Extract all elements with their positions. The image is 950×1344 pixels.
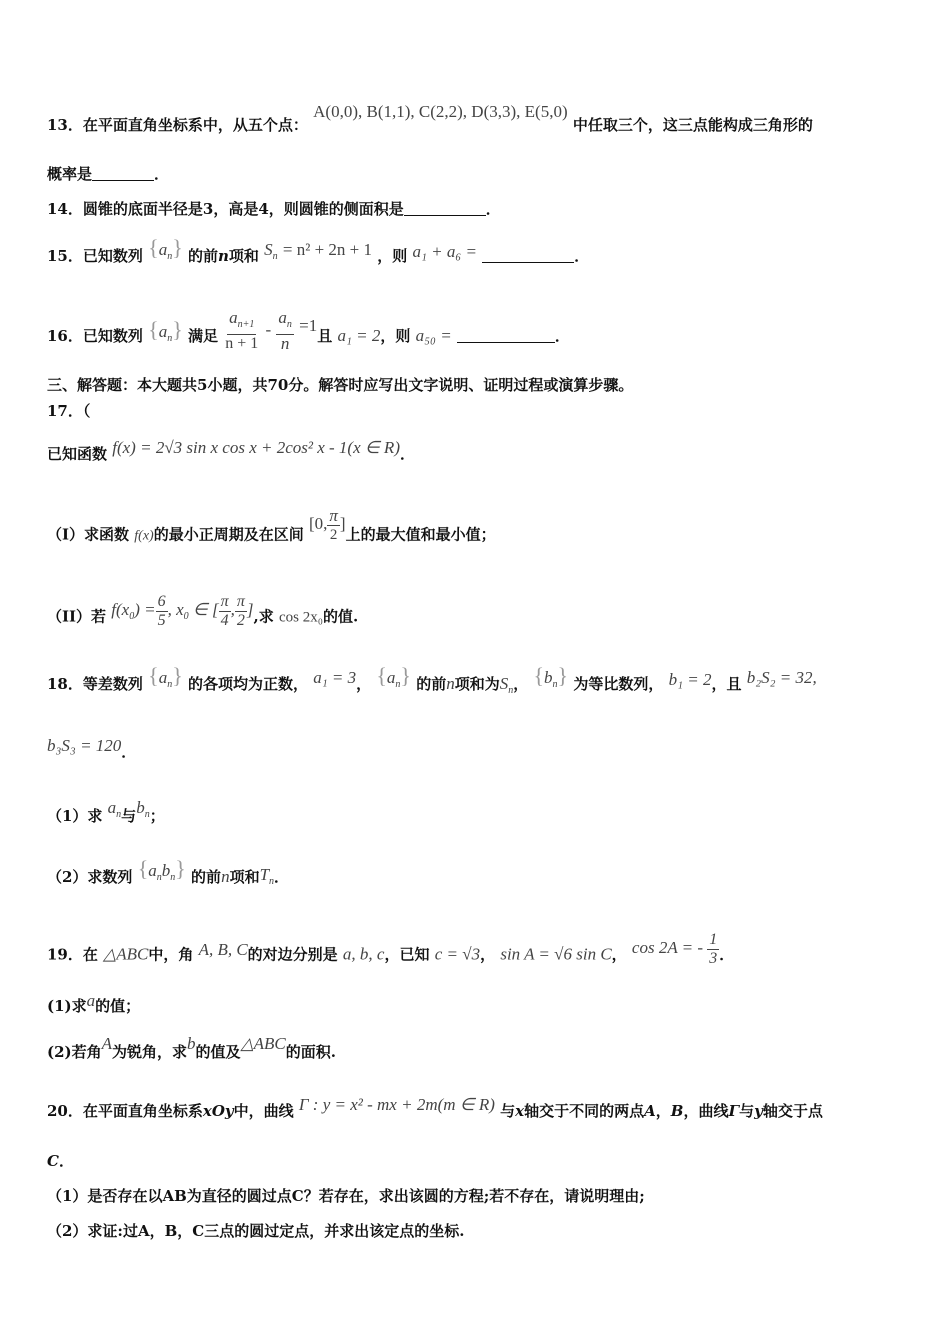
answer-blank bbox=[482, 246, 574, 263]
question-20: 20．在平面直角坐标系xOy中，曲线 Γ : y = x² - mx + 2m(m ∈ R) 与x轴交于不同的两点A，B，曲线Γ与y轴交于点 bbox=[47, 1095, 823, 1120]
question-15: 15．已知数列 $\{a_n\}$ 的前n项和 $S_n = n^2 + 2n + 1$ ，则 a₁ + a₆ = ． bbox=[47, 235, 590, 265]
question-20-part2: （2）求证:过A，B，C三点的圆过定点，并求出该定点的坐标. bbox=[47, 1222, 465, 1240]
initial-condition: a₁ = 2 bbox=[337, 326, 381, 345]
ask-formula: a₅₀ = bbox=[415, 326, 452, 345]
question-13: 13．在平面直角坐标系中，从五个点： A(0,0), B(1,1), C(2,2), D(3,3), E(5,0) 中任取三个，这三点能构成三角形的 bbox=[47, 102, 813, 134]
interval: [0, $\frac{\pi}{2}$ ] bbox=[308, 506, 346, 543]
points-formula: A(0,0), B(1,1), C(2,2), D(3,3), E(5,0) bbox=[313, 102, 568, 121]
question-16: 16．已知数列 $\{a_n\}$ 满足 $\frac{a_{n+1}}{n + 1}$ - $\frac{a_n}{n}$ =1且 a₁ = 2，则 a₅₀ = ． bbox=[47, 308, 570, 353]
question-17-function: 已知函数 f(x) = 2√3 sin x cos x + 2cos² x - 1(x ∈ R)． bbox=[47, 438, 415, 463]
recurrence-fraction-2: $\frac{a_n}{n}$ bbox=[278, 308, 292, 353]
question-13-cont: 概率是 ． bbox=[47, 165, 170, 183]
question-19-part2: (2)若角A为锐角，求b的值及△ABC的面积. bbox=[47, 1034, 336, 1061]
sequence-an: $\{a_n\}$ bbox=[148, 235, 183, 262]
condition-formula: $f(x_0)$ = $\frac{6}{5}$ , $x_0$ ∈ [ $\frac{\pi}{4}$ , $\frac{\pi}{2}$ ] bbox=[111, 593, 254, 629]
answer-blank bbox=[92, 164, 154, 181]
function-formula: f(x) = 2√3 sin x cos x + 2cos² x - 1(x ∈ R) bbox=[112, 438, 400, 457]
question-17-part1: （I）求函数 f(x)的最小正周期及在区间 [0, $\frac{\pi}{2}$ ]上的最大值和最小值； bbox=[47, 506, 496, 544]
answer-blank bbox=[457, 326, 555, 343]
sum-formula: = n² + 2n + 1 bbox=[282, 240, 372, 259]
question-18: 18．等差数列 $\{a_n\}$ 的各项均为正数， a₁ = 3， $\{a_n\}$ 的前n项和为$S_n$， $\{b_n\}$ 为等比数列， b₁ = 2，且 b₂S₂ = 32, bbox=[47, 663, 817, 696]
section-3-heading: 三、解答题：本大题共5小题，共70分。解答时应写出文字说明、证明过程或演算步骤。 bbox=[47, 376, 634, 394]
question-19: 19．在 △ABC中，角 A, B, C的对边分别是 a, b, c，已知 c = √3， sin A = √6 sin C， cos 2A = - $\frac{1}{3}$ ． bbox=[47, 931, 735, 967]
question-18-cont: b₃S₃ = 120． bbox=[47, 736, 137, 761]
recurrence-fraction-1: $\frac{a_{n+1}}{n + 1}$ bbox=[225, 308, 259, 352]
question-20-part1: （1）是否存在以AB为直径的圆过点C？若存在，求出该圆的方程;若不存在，请说明理由; bbox=[47, 1187, 645, 1205]
question-14: 14．圆锥的底面半径是3，高是4，则圆锥的侧面积是 ． bbox=[47, 200, 501, 218]
question-20-cont: C． bbox=[47, 1152, 74, 1170]
question-18-part1: （1）求 $a_n$与$b_n$； bbox=[47, 798, 165, 825]
answer-blank bbox=[404, 199, 486, 216]
question-17: 17．（ bbox=[47, 402, 91, 420]
question-18-part2: （2）求数列 $\{a_nb_n\}$ 的前n项和$T_n$． bbox=[47, 856, 290, 887]
condition-1: b₂S₂ = 32, bbox=[746, 668, 817, 687]
curve-formula: Γ : y = x² - mx + 2m(m ∈ R) bbox=[298, 1095, 495, 1114]
question-19-part1: (1)求a的值； bbox=[47, 991, 141, 1015]
ask-formula: a₁ + a₆ = bbox=[412, 242, 477, 261]
condition-2: b₃S₃ = 120 bbox=[47, 736, 122, 755]
question-17-part2: （II）若 $f(x_0)$ = $\frac{6}{5}$ , $x_0$ ∈ [ $\frac{\pi}{4}$ , $\frac{\pi}{2}$ ],求 cos 2x₀的值. bbox=[47, 593, 359, 629]
cos-relation: cos 2A = - $\frac{1}{3}$ bbox=[631, 931, 718, 967]
